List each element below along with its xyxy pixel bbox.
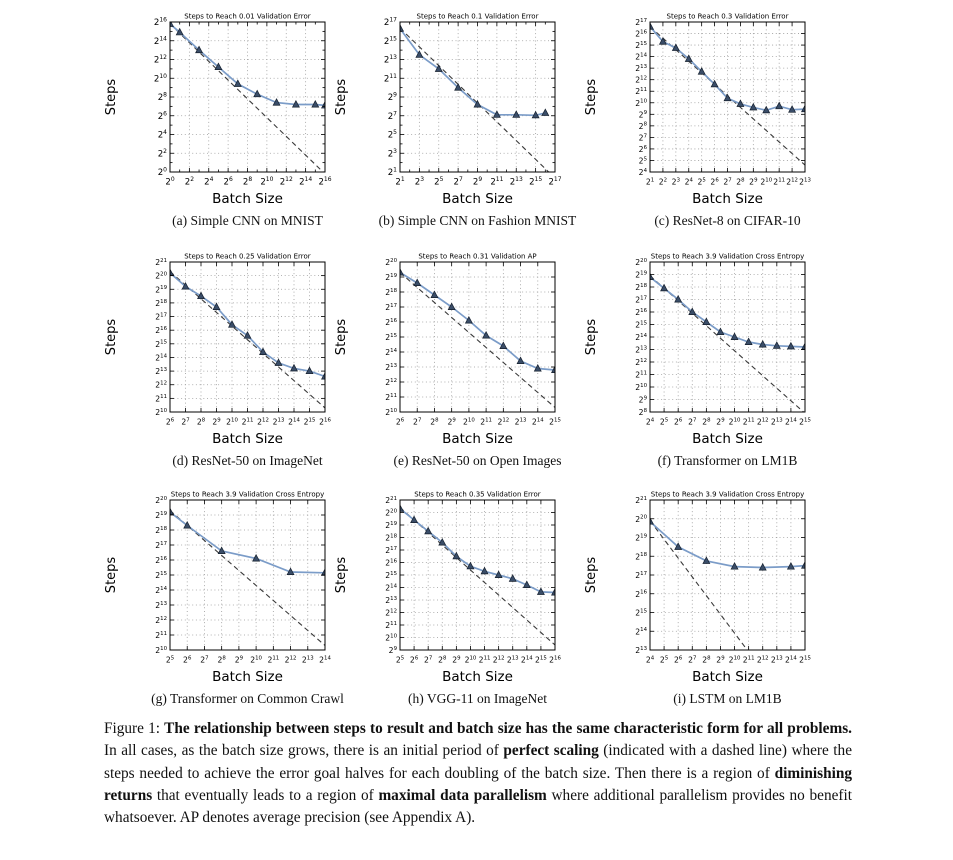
x-tick-label: $2^{13}$ [799,177,811,187]
y-tick-label: $2^6$ [638,144,647,154]
y-tick-label: $2^{18}$ [155,525,167,535]
marker-group [647,273,809,349]
y-tick-label: $2^4$ [157,129,167,141]
y-tick-label: $2^{18}$ [385,533,397,543]
x-tick-label: $2^{15}$ [535,655,547,665]
chart-title: Steps to Reach 0.35 Validation Error [414,490,541,499]
x-tick-label: $2^6$ [409,655,419,665]
data-point-marker [776,102,783,108]
y-tick-label: $2^{20}$ [155,495,167,505]
x-tick-label: $2^{16}$ [319,417,331,427]
axes-frame [400,262,555,412]
y-tick-label: $2^{18}$ [635,282,647,292]
y-tick-label: $2^5$ [387,129,397,141]
x-tick-label: $2^5$ [697,177,706,187]
y-tick-label: $2^{14}$ [635,52,647,62]
x-tick-label: $2^3$ [414,176,425,188]
x-tick-label: $2^7$ [453,176,463,188]
x-tick-label: $2^{11}$ [480,417,492,427]
figure-1-caption [104,718,852,830]
y-tick-label: $2^{20}$ [385,508,397,518]
y-tick-label: $2^{15}$ [635,608,647,618]
y-tick-label: $2^{16}$ [635,589,647,599]
x-tick-label: $2^{11}$ [478,655,491,665]
x-tick-label: $2^2$ [184,176,195,188]
x-tick-label: $2^9$ [212,417,221,427]
x-tick-label: $2^{11}$ [742,655,755,665]
x-tick-label: $2^{13}$ [514,417,527,427]
x-tick-label: $2^8$ [242,176,253,188]
chart-a [100,10,350,210]
axes-frame [170,500,325,650]
subplot-caption-e: (e) ResNet-50 on Open Images [393,453,562,468]
y-tick-label: $2^5$ [638,156,647,166]
y-tick-label: $2^9$ [388,645,397,655]
y-tick-label: $2^{12}$ [153,54,167,66]
x-tick-label: $2^0$ [165,176,175,188]
data-point-marker [244,332,251,338]
x-tick-label: $2^8$ [430,417,439,427]
y-tick-label: $2^{14}$ [635,627,647,637]
y-tick-label: $2^{14}$ [385,583,397,593]
x-tick-label: $2^6$ [395,417,405,427]
subplot-caption-g: (g) Transformer on Common Crawl [151,691,344,706]
figure-panel-c [580,10,830,229]
x-axis-label: Batch Size [212,191,283,207]
x-tick-label: $2^{14}$ [299,176,313,188]
caption-segment: perfect scaling [503,742,599,760]
x-tick-label: $2^{15}$ [303,417,316,427]
y-tick-label: $2^{13}$ [385,362,397,372]
x-tick-label: $2^7$ [200,655,209,665]
x-tick-label: $2^6$ [674,655,683,665]
x-tick-label: $2^5$ [659,655,669,665]
y-tick-label: $2^{15}$ [635,40,647,51]
chart-title: Steps to Reach 3.9 Validation Cross Entropy [650,490,805,499]
chart-e [330,250,580,450]
y-tick-label: $2^{13}$ [383,54,397,66]
y-tick-label: $2^{17}$ [385,302,397,312]
y-tick-label: $2^{18}$ [385,287,397,297]
x-tick-label: $2^{13}$ [770,655,783,665]
y-tick-label: $2^{10}$ [153,72,167,85]
x-tick-label: $2^{13}$ [509,176,523,188]
x-tick-label: $2^{12}$ [786,177,798,187]
y-tick-label: $2^{20}$ [635,514,647,524]
x-tick-label: $2^5$ [395,655,405,665]
y-tick-label: $2^{15}$ [385,332,397,342]
x-tick-label: $2^{11}$ [742,417,755,427]
x-tick-label: $2^7$ [723,177,732,187]
y-tick-label: $2^1$ [387,166,397,178]
y-tick-label: $2^{11}$ [383,72,397,85]
y-tick-label: $2^{15}$ [383,35,397,47]
y-axis-label: Steps [104,78,119,116]
chart-title: Steps to Reach 3.9 Validation Cross Entropy [650,252,805,261]
y-tick-label: $2^{11}$ [635,87,647,97]
y-tick-label: $2^{10}$ [155,645,167,655]
chart-c [580,10,830,210]
y-axis-label: Steps [584,78,599,116]
data-point-marker [467,562,474,568]
x-tick-label: $2^{12}$ [492,655,505,665]
x-tick-label: $2^{16}$ [318,176,332,188]
x-tick-label: $2^4$ [645,655,655,665]
x-tick-label: $2^{11}$ [241,417,254,427]
x-tick-label: $2^{15}$ [799,655,811,665]
y-tick-label: $2^{10}$ [635,382,647,392]
y-tick-label: $2^3$ [387,147,397,160]
x-tick-label: $2^6$ [710,177,719,187]
y-tick-label: $2^{12}$ [155,380,167,390]
y-tick-label: $2^{15}$ [155,570,167,580]
y-tick-label: $2^{21}$ [635,495,647,505]
y-tick-label: $2^{12}$ [155,615,167,625]
y-tick-label: $2^{17}$ [635,570,647,580]
y-tick-label: $2^{19}$ [155,510,167,520]
steps-line [170,512,325,573]
marker-group [647,518,809,570]
caption-segment: The relationship between steps to result and batch size has the same characteristic form for all problems. [164,720,852,737]
chart-title: Steps to Reach 0.25 Validation Error [184,252,311,261]
x-tick-label: $2^{10}$ [728,417,741,427]
x-tick-label: $2^{11}$ [490,176,504,188]
x-tick-label: $2^8$ [217,655,226,665]
subplot-caption-i: (i) LSTM on LM1B [673,691,782,706]
perfect-scaling-dashed-line [400,28,549,172]
figure-panel-i [580,488,830,707]
chart-title: Steps to Reach 0.3 Validation Error [666,12,789,21]
x-tick-label: $2^4$ [645,417,655,427]
x-tick-label: $2^9$ [749,177,758,187]
y-tick-label: $2^{13}$ [155,600,167,610]
y-tick-label: $2^{11}$ [155,394,167,404]
y-tick-label: $2^{13}$ [635,645,647,655]
x-tick-label: $2^{13}$ [301,655,314,665]
y-tick-label: $2^{21}$ [385,495,397,505]
x-tick-label: $2^{14}$ [785,655,797,665]
x-tick-label: $2^5$ [659,417,669,427]
y-tick-label: $2^7$ [387,110,397,122]
x-tick-label: $2^{10}$ [250,655,262,665]
y-tick-label: $2^2$ [157,147,167,160]
x-tick-label: $2^{14}$ [319,655,331,665]
y-axis-label: Steps [104,318,119,356]
chart-d [100,250,350,450]
y-tick-label: $2^{15}$ [385,570,397,580]
y-tick-label: $2^{17}$ [385,545,397,555]
y-tick-label: $2^{16}$ [155,326,167,336]
y-tick-label: $2^{15}$ [635,320,647,330]
x-tick-label: $2^{14}$ [520,655,533,665]
x-tick-label: $2^{10}$ [226,417,238,427]
x-tick-label: $2^{15}$ [799,417,811,427]
x-tick-label: $2^{10}$ [260,176,274,188]
chart-b [330,10,580,210]
y-tick-label: $2^{19}$ [155,285,167,295]
y-tick-label: $2^{17}$ [155,312,167,322]
axes-frame [650,262,805,412]
steps-line [650,277,805,347]
data-point-marker [275,359,282,365]
x-tick-label: $2^9$ [472,176,483,188]
data-point-marker [448,303,455,309]
x-tick-label: $2^8$ [736,177,745,187]
x-axis-label: Batch Size [692,669,763,685]
y-tick-label: $2^{13}$ [635,345,647,355]
x-tick-label: $2^8$ [702,417,711,427]
y-tick-label: $2^7$ [638,133,647,143]
y-tick-label: $2^{19}$ [385,272,397,282]
data-point-marker [717,328,724,334]
x-tick-label: $2^{12}$ [279,176,293,188]
y-tick-label: $2^{16}$ [155,555,167,565]
x-tick-label: $2^8$ [702,655,711,665]
x-tick-label: $2^{15}$ [529,176,543,188]
y-axis-label: Steps [334,556,349,594]
y-tick-label: $2^9$ [387,91,397,103]
y-tick-label: $2^8$ [638,121,647,131]
x-tick-label: $2^1$ [645,177,655,187]
x-tick-label: $2^{17}$ [548,176,562,188]
x-tick-label: $2^3$ [671,177,681,187]
x-tick-label: $2^6$ [223,176,233,188]
marker-group [397,269,559,373]
x-tick-label: $2^{12}$ [257,417,269,427]
caption-segment: maximal data parallelism [378,786,547,804]
x-tick-label: $2^9$ [234,655,244,665]
x-tick-label: $2^5$ [434,176,444,188]
y-tick-label: $2^{16}$ [153,16,167,28]
y-axis-label: Steps [334,318,349,356]
steps-line [400,509,555,593]
chart-g [100,488,350,688]
perfect-scaling-dashed-line [170,24,323,172]
x-tick-label: $2^{16}$ [549,655,561,665]
chart-h [330,488,580,688]
chart-f [580,250,830,450]
y-tick-label: $2^{10}$ [635,98,647,108]
figure-panel-d [100,250,350,469]
x-tick-label: $2^9$ [447,417,456,427]
x-tick-label: $2^{10}$ [463,417,475,427]
axes-frame [650,500,805,650]
x-tick-label: $2^{15}$ [549,417,561,427]
data-point-marker [213,303,220,309]
x-axis-label: Batch Size [442,191,513,207]
x-tick-label: $2^2$ [658,177,668,187]
figure-panel-b [330,10,580,229]
x-tick-label: $2^8$ [438,655,447,665]
y-tick-label: $2^{16}$ [385,558,397,568]
y-tick-label: $2^{13}$ [635,64,647,74]
caption-segment: Figure 1: [104,720,165,737]
y-tick-label: $2^{10}$ [385,633,397,643]
x-tick-label: $2^{14}$ [785,417,797,427]
x-tick-label: $2^9$ [716,655,725,665]
x-tick-label: $2^{12}$ [497,417,510,427]
x-tick-label: $2^{13}$ [770,417,783,427]
figure-panel-f [580,250,830,469]
data-point-marker [542,109,549,115]
y-tick-label: $2^{11}$ [635,370,647,380]
x-tick-label: $2^{13}$ [506,655,519,665]
data-point-marker [703,318,710,324]
x-tick-label: $2^{12}$ [284,655,297,665]
y-tick-label: $2^{17}$ [383,16,397,28]
y-tick-label: $2^{12}$ [385,608,397,618]
y-tick-label: $2^{18}$ [155,298,167,308]
x-tick-label: $2^7$ [688,655,697,665]
y-tick-label: $2^{11}$ [155,630,167,640]
y-axis-label: Steps [584,318,599,356]
caption-segment: (indicated with a dashed line) where the steps needed to achieve the error goal halves for each doubling of the batch size. Then there is a region of [104,742,852,782]
y-tick-label: $2^{16}$ [635,29,647,39]
x-tick-label: $2^4$ [204,176,214,188]
subplot-caption-b: (b) Simple CNN on Fashion MNIST [378,213,577,228]
x-tick-label: $2^8$ [196,417,206,427]
subplot-caption-a: (a) Simple CNN on MNIST [172,213,323,228]
figure-panel-e [330,250,580,469]
y-tick-label: $2^{12}$ [635,75,647,85]
y-tick-label: $2^{18}$ [635,552,647,562]
x-tick-label: $2^{14}$ [531,417,544,427]
y-tick-label: $2^{14}$ [153,35,167,47]
y-tick-label: $2^{19}$ [635,533,647,543]
figure-panel-g [100,488,350,707]
y-tick-label: $2^{12}$ [635,357,647,367]
x-tick-label: $2^7$ [424,655,433,665]
y-tick-label: $2^{12}$ [385,377,397,387]
x-tick-label: $2^{11}$ [267,655,280,665]
y-axis-label: Steps [334,78,349,116]
x-tick-label: $2^1$ [395,176,405,188]
y-tick-label: $2^{19}$ [635,270,647,280]
x-tick-label: $2^{11}$ [773,177,786,187]
y-tick-label: $2^{14}$ [155,353,167,363]
x-axis-label: Batch Size [212,669,283,685]
marker-group [167,508,329,575]
y-tick-label: $2^8$ [157,91,167,103]
x-tick-label: $2^{10}$ [728,655,741,665]
subplot-caption-f: (f) Transformer on LM1B [657,453,798,468]
y-tick-label: $2^{14}$ [385,347,397,357]
y-tick-label: $2^{11}$ [385,620,397,630]
steps-line [400,273,555,371]
x-tick-label: $2^{12}$ [756,655,769,665]
x-tick-label: $2^7$ [181,417,190,427]
chart-title: Steps to Reach 0.31 Validation AP [418,252,537,261]
y-tick-label: $2^8$ [638,407,647,417]
y-tick-label: $2^{15}$ [155,339,167,349]
y-tick-label: $2^9$ [638,395,647,405]
y-axis-label: Steps [584,556,599,594]
perfect-scaling-dashed-line [400,273,555,408]
x-tick-label: $2^7$ [688,417,697,427]
y-tick-label: $2^6$ [157,110,167,122]
y-tick-label: $2^{20}$ [155,271,167,281]
x-tick-label: $2^{12}$ [756,417,769,427]
x-axis-label: Batch Size [442,431,513,447]
y-tick-label: $2^{16}$ [635,307,647,317]
x-tick-label: $2^6$ [674,417,683,427]
caption-segment: that eventually leads to a region of [152,786,379,804]
y-tick-label: $2^{14}$ [635,332,647,342]
subplot-caption-c: (c) ResNet-8 on CIFAR-10 [654,213,801,228]
chart-title: Steps to Reach 0.01 Validation Error [184,12,311,21]
x-tick-label: $2^{14}$ [288,417,300,427]
x-tick-label: $2^6$ [165,417,175,427]
y-tick-label: $2^{19}$ [385,520,397,530]
y-tick-label: $2^{16}$ [385,317,397,327]
data-point-marker [435,65,442,71]
caption-segment: In all cases, as the batch size grows, there is an initial period of [104,742,504,760]
y-tick-label: $2^{13}$ [155,366,167,377]
y-axis-label: Steps [104,556,119,594]
figure-panel-h [330,488,580,707]
y-tick-label: $2^9$ [638,110,647,120]
y-tick-label: $2^{10}$ [385,407,397,417]
y-tick-label: $2^{13}$ [385,595,397,605]
chart-title: Steps to Reach 0.1 Validation Error [416,12,539,21]
y-tick-label: $2^{20}$ [635,257,647,267]
y-tick-label: $2^{20}$ [385,257,397,267]
caption-segment: where additional parallelism provides no benefit whatsoever. AP denotes average precision (see Appendix A). [104,786,852,827]
y-tick-label: $2^{17}$ [635,295,647,305]
x-tick-label: $2^{13}$ [272,417,285,427]
y-tick-label: $2^0$ [157,166,167,178]
x-axis-label: Batch Size [692,431,763,447]
x-tick-label: $2^9$ [452,655,461,665]
caption-segment: diminishing returns [104,764,852,804]
x-tick-label: $2^{10}$ [760,177,773,187]
y-tick-label: $2^{14}$ [155,585,167,595]
chart-i [580,488,830,688]
y-tick-label: $2^{10}$ [155,407,167,417]
x-tick-label: $2^{10}$ [464,655,477,665]
x-axis-label: Batch Size [442,669,513,685]
x-tick-label: $2^9$ [716,417,725,427]
x-axis-label: Batch Size [692,191,763,207]
y-tick-label: $2^4$ [638,167,647,177]
subplot-caption-h: (h) VGG-11 on ImageNet [407,691,548,706]
x-tick-label: $2^7$ [413,417,422,427]
y-tick-label: $2^{11}$ [385,392,397,402]
x-tick-label: $2^5$ [165,655,175,665]
steps-line [400,29,545,116]
x-tick-label: $2^4$ [684,177,693,187]
y-tick-label: $2^{21}$ [155,257,167,267]
steps-line [650,522,805,568]
figure-panel-a [100,10,350,229]
x-tick-label: $2^6$ [183,655,192,665]
axes-frame [400,500,555,650]
chart-title: Steps to Reach 3.9 Validation Cross Entropy [170,490,325,499]
x-axis-label: Batch Size [212,431,283,447]
perfect-scaling-dashed-line [650,521,747,650]
y-tick-label: $2^{17}$ [155,540,167,550]
y-tick-label: $2^{17}$ [635,17,647,27]
subplot-caption-d: (d) ResNet-50 on ImageNet [172,453,323,468]
